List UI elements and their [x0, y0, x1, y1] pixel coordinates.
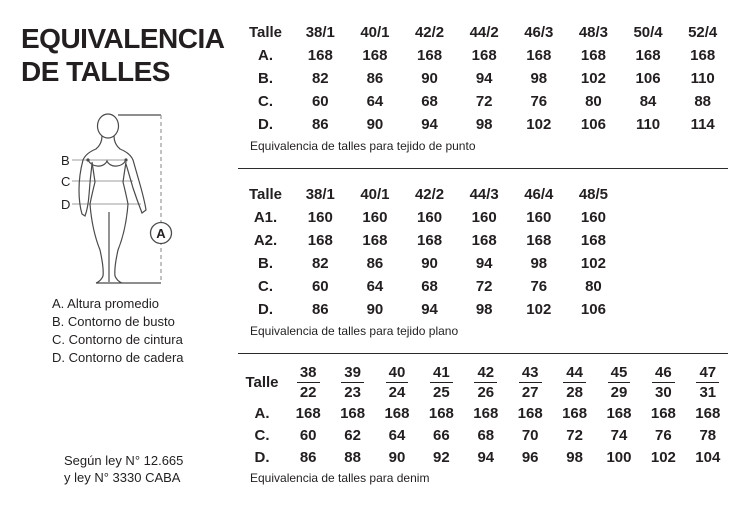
row-label: A2. — [253, 232, 278, 249]
value-cell: 86 — [299, 448, 317, 466]
value-cell: 98 — [566, 448, 583, 466]
value-cell: 106 — [635, 70, 661, 87]
column-header: 48/5 — [578, 185, 609, 203]
bust-dot-left — [86, 158, 89, 161]
fraction-numerator: 43 — [519, 365, 542, 383]
law-footnote — [64, 452, 183, 486]
column-header: 42/2 — [414, 185, 445, 203]
value-cell: 168 — [526, 47, 552, 64]
size-table-tejido-de-punto — [238, 20, 730, 153]
size-fraction — [474, 365, 497, 400]
value-cell: 96 — [521, 448, 539, 466]
size-table-denim — [238, 362, 730, 485]
row-label: C. — [254, 426, 270, 444]
value-cell: 168 — [471, 47, 497, 64]
value-cell: 168 — [428, 404, 454, 422]
marker-c-label: C — [61, 174, 71, 189]
size-fraction — [386, 365, 409, 400]
bust-dot-right — [124, 158, 127, 161]
column-header-fraction — [641, 365, 685, 400]
measurement-legend — [52, 295, 184, 367]
value-cell: 60 — [311, 278, 329, 295]
value-cell: 168 — [580, 232, 606, 249]
value-cell: 104 — [695, 448, 721, 466]
row-label: A1. — [253, 209, 278, 226]
table-separator-2 — [238, 353, 728, 354]
size-tables — [238, 0, 730, 508]
table-row — [238, 67, 730, 90]
value-cell: 64 — [388, 426, 406, 444]
table-row — [238, 90, 730, 113]
value-cell: 168 — [384, 404, 410, 422]
value-cell: 168 — [362, 47, 388, 64]
fraction-denominator: 28 — [566, 383, 583, 401]
value-cell: 102 — [526, 301, 552, 318]
value-cell: 68 — [477, 426, 495, 444]
value-cell: 168 — [362, 232, 388, 249]
value-cell: 100 — [606, 448, 632, 466]
value-cell: 86 — [311, 116, 329, 133]
value-cell: 168 — [635, 47, 661, 64]
column-header: 40/1 — [360, 23, 390, 41]
table-row — [238, 275, 730, 298]
value-cell: 98 — [475, 116, 493, 133]
legend-item-busto: B. Contorno de busto — [52, 314, 175, 329]
fraction-denominator: 24 — [388, 383, 406, 401]
page-title-line2: DE TALLES — [21, 56, 170, 87]
value-cell: 168 — [417, 47, 443, 64]
fraction-denominator: 30 — [655, 383, 672, 401]
fraction-numerator: 44 — [563, 365, 586, 383]
value-cell: 102 — [650, 448, 676, 466]
legend-item-cadera: D. Contorno de cadera — [52, 350, 184, 365]
marker-d-label: D — [61, 197, 71, 212]
value-cell: 68 — [421, 93, 438, 110]
woman-silhouette — [79, 114, 146, 283]
value-cell: 72 — [475, 278, 493, 295]
value-cell: 86 — [366, 70, 384, 87]
value-cell: 168 — [295, 404, 321, 422]
value-cell: 160 — [471, 209, 497, 226]
size-fraction — [430, 365, 453, 400]
column-header: 44/2 — [469, 23, 499, 41]
value-cell: 94 — [421, 116, 438, 133]
value-cell: 168 — [473, 404, 499, 422]
size-fraction — [652, 365, 675, 400]
value-cell: 98 — [530, 255, 548, 272]
value-cell: 94 — [421, 301, 438, 318]
column-header-fraction — [330, 365, 374, 400]
body-measurement-diagram — [48, 100, 178, 290]
size-fraction — [341, 365, 364, 400]
column-header-fraction — [686, 365, 730, 400]
value-cell: 76 — [530, 93, 548, 110]
value-cell: 90 — [366, 116, 384, 133]
table-row — [238, 206, 730, 229]
value-cell: 168 — [562, 404, 588, 422]
row-label: A. — [258, 47, 273, 64]
column-header-fraction — [597, 365, 641, 400]
table-row — [238, 229, 730, 252]
value-cell: 168 — [695, 404, 721, 422]
value-cell: 168 — [307, 47, 333, 64]
fraction-numerator: 40 — [386, 365, 409, 383]
value-cell: 98 — [530, 70, 548, 87]
value-cell: 72 — [475, 93, 493, 110]
value-cell: 168 — [471, 232, 497, 249]
size-fraction — [297, 365, 320, 400]
fraction-denominator: 25 — [433, 383, 450, 401]
value-cell: 82 — [311, 255, 329, 272]
column-header-fraction — [419, 365, 463, 400]
law-footnote-line2: y ley N° 3330 CABA — [64, 470, 181, 485]
row-label: C. — [258, 278, 273, 295]
size-header-label: Talle — [248, 185, 283, 203]
value-cell: 84 — [639, 93, 657, 110]
value-cell: 94 — [475, 255, 493, 272]
value-cell: 64 — [366, 278, 384, 295]
value-cell: 106 — [580, 301, 606, 318]
size-fraction — [519, 365, 542, 400]
value-cell: 168 — [517, 404, 543, 422]
value-cell: 110 — [690, 70, 715, 87]
value-cell: 76 — [530, 278, 548, 295]
value-cell: 60 — [299, 426, 317, 444]
fraction-denominator: 22 — [299, 383, 317, 401]
value-cell: 110 — [635, 116, 661, 133]
table-row — [238, 252, 730, 275]
value-cell: 102 — [580, 70, 606, 87]
value-cell: 74 — [610, 426, 628, 444]
column-header-fraction — [552, 365, 596, 400]
value-cell: 160 — [307, 209, 333, 226]
fraction-numerator: 46 — [652, 365, 675, 383]
row-label: D. — [254, 448, 270, 466]
value-cell: 168 — [526, 232, 552, 249]
table-row — [238, 298, 730, 321]
value-cell: 80 — [585, 93, 602, 110]
size-fraction — [696, 365, 719, 400]
row-label: A. — [254, 404, 270, 422]
column-header: 38/1 — [305, 185, 335, 203]
value-cell: 160 — [417, 209, 443, 226]
value-cell: 168 — [417, 232, 443, 249]
fraction-numerator: 41 — [430, 365, 453, 383]
value-cell: 92 — [433, 448, 450, 466]
column-header: 40/1 — [360, 185, 390, 203]
value-cell: 86 — [366, 255, 384, 272]
size-fraction — [608, 365, 631, 400]
value-cell: 168 — [340, 404, 366, 422]
table-caption: Equivalencia de talles para denim — [250, 471, 430, 485]
value-cell: 64 — [366, 93, 384, 110]
column-header: 46/4 — [524, 185, 554, 203]
value-cell: 80 — [585, 278, 602, 295]
table-row — [238, 113, 730, 136]
fraction-denominator: 26 — [477, 383, 495, 401]
table-row — [238, 44, 730, 67]
value-cell: 94 — [475, 70, 493, 87]
value-cell: 168 — [606, 404, 632, 422]
value-cell: 62 — [344, 426, 361, 444]
fraction-numerator: 42 — [474, 365, 497, 383]
table-header-row — [238, 20, 730, 44]
value-cell: 66 — [433, 426, 450, 444]
marker-a-label: A — [156, 226, 166, 241]
value-cell: 90 — [366, 301, 384, 318]
size-header-label: Talle — [248, 23, 283, 41]
value-cell: 90 — [388, 448, 406, 466]
table-row — [238, 446, 730, 468]
value-cell: 114 — [690, 116, 715, 133]
fraction-denominator: 31 — [699, 383, 717, 401]
value-cell: 86 — [311, 301, 329, 318]
column-header: 52/4 — [688, 23, 718, 41]
size-fraction — [563, 365, 586, 400]
value-cell: 168 — [690, 47, 716, 64]
fraction-numerator: 38 — [297, 365, 320, 383]
row-label: B. — [258, 70, 273, 87]
column-header: 46/3 — [524, 23, 554, 41]
legend-item-altura: A. Altura promedio — [52, 296, 159, 311]
size-table-tejido-plano — [238, 182, 730, 338]
page-title-line1: EQUIVALENCIA — [21, 23, 225, 54]
column-header: 38/1 — [305, 23, 335, 41]
fraction-numerator: 39 — [341, 365, 364, 383]
value-cell: 102 — [580, 255, 606, 272]
fraction-denominator: 29 — [610, 383, 628, 401]
fraction-numerator: 45 — [608, 365, 631, 383]
value-cell: 76 — [655, 426, 672, 444]
law-footnote-line1: Según ley N° 12.665 — [64, 453, 184, 468]
row-label: B. — [258, 255, 273, 272]
column-header-fraction — [286, 365, 330, 400]
table-caption: Equivalencia de talles para tejido plano — [250, 324, 459, 338]
column-header: 50/4 — [633, 23, 663, 41]
marker-b-label: B — [61, 153, 70, 168]
value-cell: 88 — [694, 93, 712, 110]
value-cell: 106 — [580, 116, 606, 133]
table-separator-1 — [238, 168, 728, 169]
table-row — [238, 424, 730, 446]
column-header: 44/3 — [469, 185, 499, 203]
fraction-denominator: 23 — [344, 383, 361, 401]
table-header-row — [238, 182, 730, 206]
column-header-fraction — [464, 365, 508, 400]
value-cell: 160 — [580, 209, 606, 226]
column-header-fraction — [508, 365, 552, 400]
table-caption: Equivalencia de talles para tejido de punto — [250, 139, 476, 153]
column-header-fraction — [375, 365, 419, 400]
value-cell: 90 — [421, 255, 438, 272]
value-cell: 68 — [421, 278, 438, 295]
column-header: 42/2 — [414, 23, 445, 41]
value-cell: 102 — [526, 116, 552, 133]
table-row — [238, 402, 730, 424]
value-cell: 168 — [307, 232, 333, 249]
value-cell: 168 — [580, 47, 606, 64]
value-cell: 88 — [344, 448, 361, 466]
value-cell: 168 — [650, 404, 676, 422]
value-cell: 160 — [362, 209, 388, 226]
row-label: D. — [258, 301, 273, 318]
page-title — [21, 22, 225, 88]
column-header: 48/3 — [578, 23, 609, 41]
row-label: C. — [258, 93, 273, 110]
value-cell: 72 — [566, 426, 583, 444]
fraction-numerator: 47 — [696, 365, 719, 383]
table-header-row — [238, 362, 730, 402]
legend-item-cintura: C. Contorno de cintura — [52, 332, 183, 347]
size-header-label: Talle — [245, 373, 279, 391]
value-cell: 70 — [521, 426, 539, 444]
value-cell: 60 — [311, 93, 329, 110]
value-cell: 94 — [477, 448, 495, 466]
value-cell: 90 — [421, 70, 438, 87]
value-cell: 160 — [526, 209, 552, 226]
row-label: D. — [258, 116, 273, 133]
fraction-denominator: 27 — [521, 383, 539, 401]
value-cell: 98 — [475, 301, 493, 318]
value-cell: 78 — [699, 426, 717, 444]
value-cell: 82 — [311, 70, 329, 87]
